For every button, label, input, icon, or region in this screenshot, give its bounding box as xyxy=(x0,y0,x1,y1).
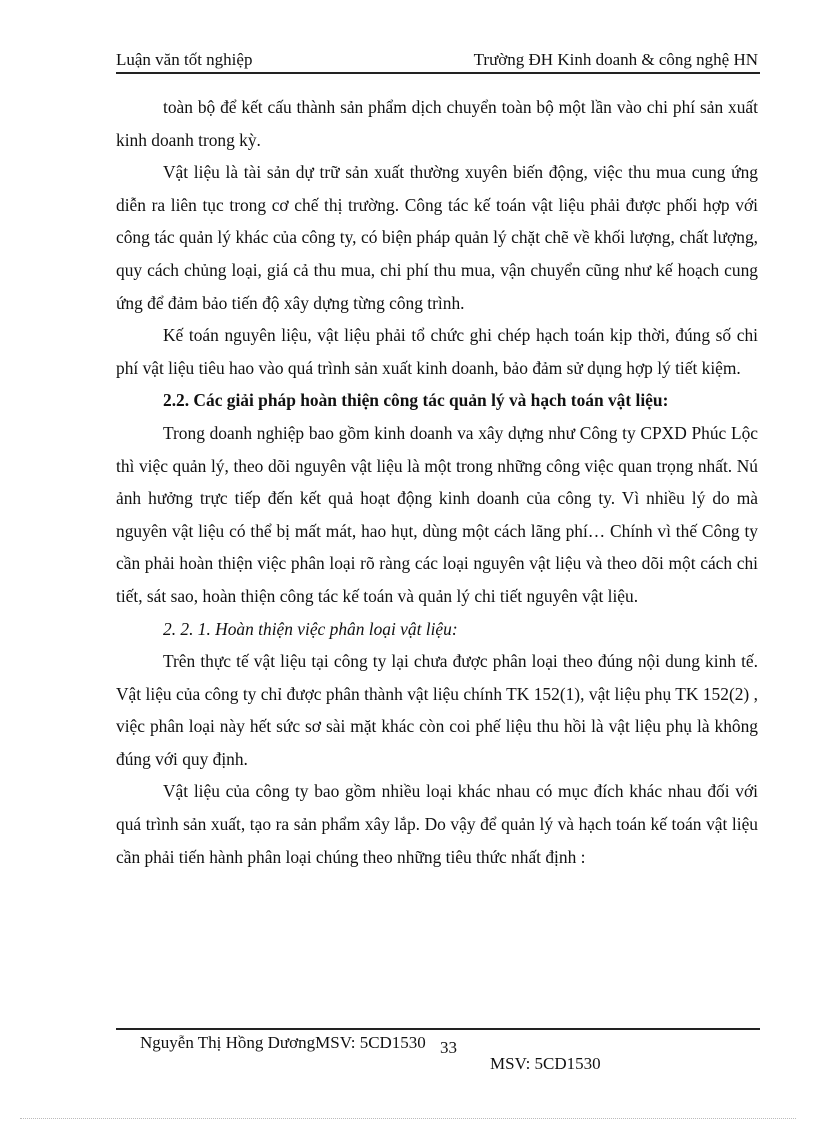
section-heading: 2.2. Các giải pháp hoàn thiện công tác quản lý và hạch toán vật liệu: xyxy=(163,390,669,411)
paragraph-3: Kế toán nguyên liệu, vật liệu phải tổ chức ghi chép hạch toán kịp thời, đúng số chi phí vật liệu tiêu hao vào quá trình sản xuất kinh doanh, bảo đảm sử dụng hợp lý tiết kiệm. xyxy=(116,325,758,378)
subsection-heading: 2. 2. 1. Hoàn thiện việc phân loại vật liệu: xyxy=(163,618,458,639)
page-number: 33 xyxy=(440,1038,457,1057)
header-left: Luận văn tốt nghiệp xyxy=(116,50,253,69)
footer-msv: MSV: 5CD1530 xyxy=(490,1054,601,1073)
paragraph-5: Trên thực tế vật liệu tại công ty lại chưa được phân loại theo đúng nội dung kinh tế. Vật liệu của công ty chỉ được phân thành vật liệu chính TK 152(1), vật liệu phụ TK 152(2) , việc phân loại này hết sức sơ sài mặt khác còn coi phế liệu thu hồi là vật liệu phụ là không đúng với quy định. xyxy=(116,651,758,769)
paragraph-4: Trong doanh nghiệp bao gồm kinh doanh va xây dựng như Công ty CPXD Phúc Lộc thì việc quản lý, theo dõi nguyên vật liệu là một trong những công việc quan trọng nhất. Nú ảnh hưởng trực tiếp đến kết quả hoạt động kinh doanh của công ty. Vì nhiều lý do mà nguyên vật liệu có thể bị mất mát, hao hụt, dùng một cách lãng phí… Chính vì thế Công ty cần phải hoàn thiện việc phân loại rõ ràng các loại nguyên vật liệu và theo dõi một cách chi tiết, sát sao, hoàn thiện công tác kế toán và quản lý chi tiết nguyên vật liệu. xyxy=(116,422,758,606)
footer-rule xyxy=(116,1028,760,1030)
page-bottom-edge xyxy=(20,1118,796,1119)
footer-author: Nguyễn Thị Hồng DươngMSV: 5CD1530 xyxy=(140,1033,426,1052)
paragraph-6: Vật liệu của công ty bao gồm nhiều loại khác nhau có mục đích khác nhau đối với quá trình sản xuất, tạo ra sản phẩm xây lắp. Do vậy để quản lý và hạch toán kế toán vật liệu cần phải tiến hành phân loại chúng theo những tiêu thức nhất định : xyxy=(116,781,758,867)
page-header xyxy=(116,50,760,74)
paragraph-2: Vật liệu là tài sản dự trữ sản xuất thường xuyên biến động, việc thu mua cung ứng diễn ra liên tục trong cơ chế thị trường. Công tác kế toán vật liệu phải được phối hợp với công tác quản lý khác của công ty, có biện pháp quản lý chặt chẽ về khối lượng, chất lượng, quy cách chủng loại, giá cả thu mua, chi phí thu mua, vận chuyển cũng như kế hoạch cung ứng để đảm bảo tiến độ xây dựng từng công trình. xyxy=(116,162,758,313)
paragraph-1: toàn bộ để kết cấu thành sản phẩm dịch chuyển toàn bộ một lần vào chi phí sản xuất kinh doanh trong kỳ. xyxy=(116,97,758,150)
header-right: Trường ĐH Kinh doanh & công nghệ HN xyxy=(473,50,758,69)
document-body xyxy=(116,91,758,873)
